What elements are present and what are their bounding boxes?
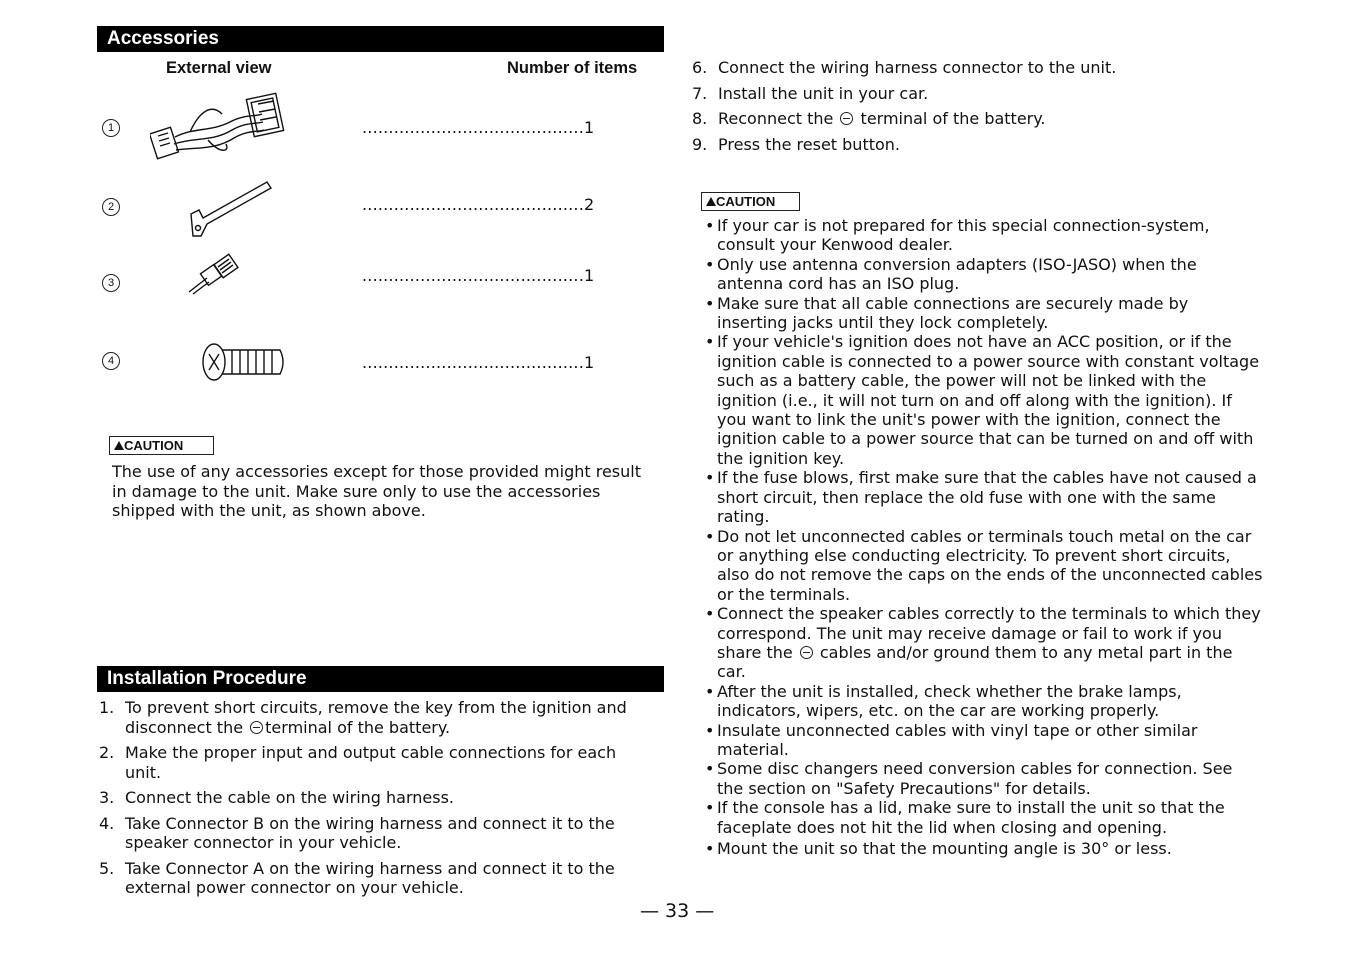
list-item: • If your vehicle's ignition does not have an ACC position, or if the ignition cable is connected to a power source with constant voltage such as a battery cable, the power will not be linked with the ignition (i.e., it will not turn on and off along with the ignition). If you want to link the unit's power with the ignition, connect the ignition cable to a power source that can be turned on and off with the ignition key. bbox=[703, 332, 1263, 468]
removal-tool-icon bbox=[185, 178, 277, 240]
list-item: • Only use antenna conversion adapters (ISO-JASO) when the antenna cord has an ISO plug. bbox=[703, 255, 1263, 294]
list-item: • If your car is not prepared for this special connection-system, consult your Kenwood dealer. bbox=[703, 216, 1263, 255]
list-item: 2. Make the proper input and output cable connections for each unit. bbox=[99, 743, 617, 782]
list-item: 1. To prevent short circuits, remove the key from the ignition and disconnect the terminal of the battery. bbox=[99, 698, 627, 737]
list-item: 3. Connect the cable on the wiring harness. bbox=[99, 788, 454, 807]
warning-triangle-icon bbox=[706, 197, 716, 206]
item-count-3: ..........................................1 bbox=[362, 266, 595, 285]
list-item: • Make sure that all cable connections are securely made by inserting jacks until they lock completely. bbox=[703, 294, 1263, 333]
list-item: 9. Press the reset button. bbox=[692, 134, 901, 154]
list-item: • Connect the speaker cables correctly to the terminals to which they correspond. The unit may receive damage or fail to work if you share the cables and/or ground them to any metal part in the car. bbox=[703, 604, 1263, 682]
accessories-caution-text: The use of any accessories except for those provided might result in damage to the unit. Make sure only to use the accessories shipped with the unit, as shown above. bbox=[112, 462, 641, 520]
wiring-harness-icon bbox=[150, 92, 285, 167]
minus-terminal-icon bbox=[840, 112, 853, 125]
antenna-adapter-icon bbox=[185, 252, 245, 296]
page-number: — 33 — bbox=[640, 900, 715, 922]
list-item: • Some disc changers need conversion cables for connection. See the section on "Safety Precautions" for details. bbox=[703, 759, 1263, 798]
list-item: • Mount the unit so that the mounting angle is 30° or less. bbox=[703, 839, 1263, 858]
item-count-2: ..........................................2 bbox=[362, 195, 595, 214]
list-item: 8. Reconnect the terminal of the battery. bbox=[692, 109, 1046, 128]
list-item: • If the fuse blows, first make sure that the cables have not caused a short circuit, then replace the old fuse with one with the same rating. bbox=[703, 468, 1263, 526]
list-item: • Do not let unconnected cables or terminals touch metal on the car or anything else conducting electricity. To prevent short circuits, also do not remove the caps on the ends of the unconnected cables or the terminals. bbox=[703, 527, 1263, 605]
number-of-items-header: Number of items bbox=[507, 59, 638, 77]
minus-terminal-icon bbox=[250, 721, 263, 734]
caution-label-left: CAUTION bbox=[124, 438, 184, 453]
item-number-2: 2 bbox=[102, 198, 120, 216]
caution-badge-left bbox=[109, 436, 214, 455]
installation-steps-right bbox=[690, 58, 1250, 160]
external-view-header: External view bbox=[166, 59, 272, 77]
item-number-3: 3 bbox=[102, 274, 120, 292]
caution-bullet-list bbox=[703, 216, 1263, 858]
item-count-4: ..........................................1 bbox=[362, 353, 595, 372]
installation-steps-left bbox=[97, 698, 652, 904]
list-item: 5. Take Connector A on the wiring harness and connect it to the external power connector on your vehicle. bbox=[99, 858, 615, 897]
list-item: 4. Take Connector B on the wiring harness and connect it to the speaker connector in your vehicle. bbox=[99, 813, 615, 852]
list-item: • After the unit is installed, check whether the brake lamps, indicators, wipers, etc. on the car are working properly. bbox=[703, 682, 1263, 721]
list-item: • If the console has a lid, make sure to install the unit so that the faceplate does not hit the lid when closing and opening. bbox=[703, 798, 1263, 837]
accessories-heading: Accessories bbox=[97, 26, 664, 52]
item-number-4: 4 bbox=[102, 352, 120, 370]
list-item: • Insulate unconnected cables with vinyl tape or other similar material. bbox=[703, 721, 1263, 760]
warning-triangle-icon bbox=[114, 441, 124, 450]
caution-label-right: CAUTION bbox=[716, 194, 776, 209]
list-item: 6. Connect the wiring harness connector to the unit. bbox=[692, 58, 1117, 77]
list-item: 7. Install the unit in your car. bbox=[692, 83, 929, 103]
screw-icon bbox=[200, 342, 288, 382]
item-count-1: ..........................................1 bbox=[362, 118, 595, 137]
installation-heading: Installation Procedure bbox=[97, 666, 664, 692]
caution-badge-right bbox=[701, 192, 800, 211]
item-number-1: 1 bbox=[102, 119, 120, 137]
minus-terminal-icon bbox=[800, 646, 813, 659]
